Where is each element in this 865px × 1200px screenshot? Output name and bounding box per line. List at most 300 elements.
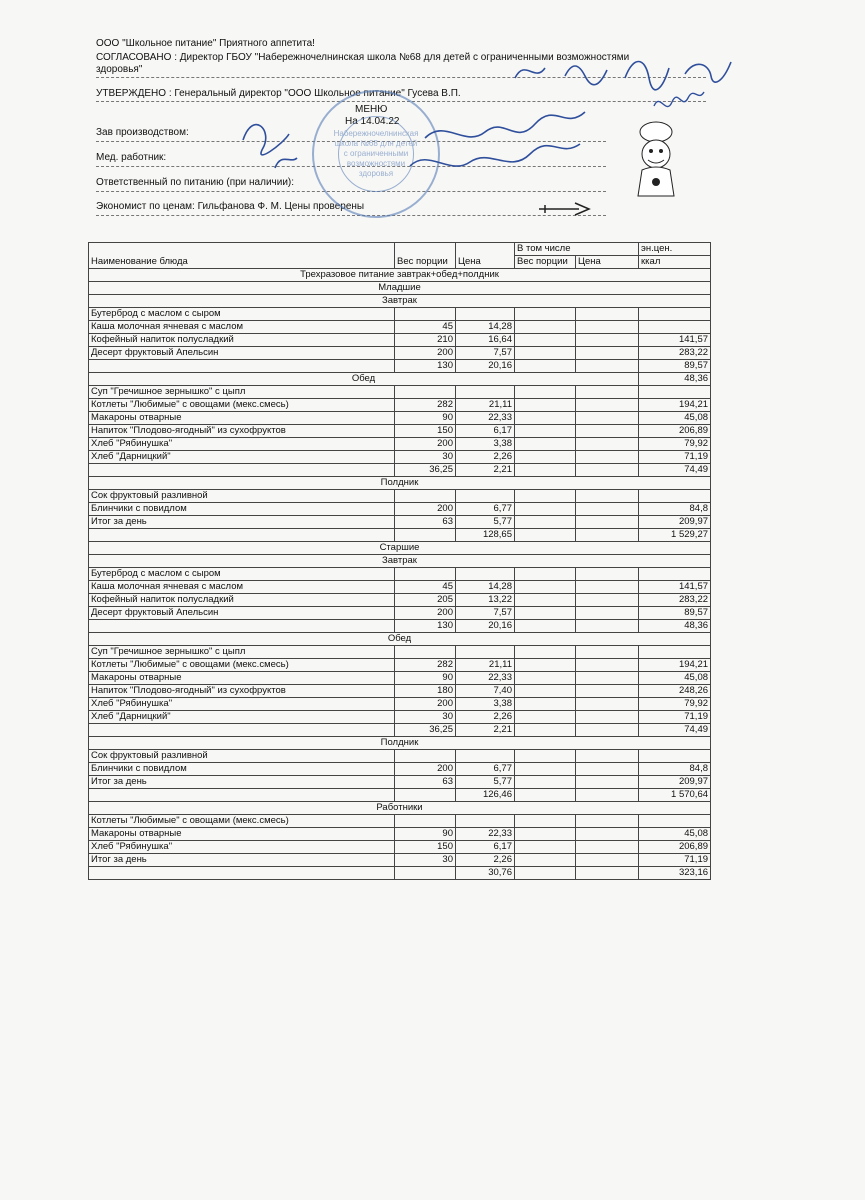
table-row (89, 867, 711, 880)
pen-icon (535, 195, 595, 220)
weight-cell (395, 646, 456, 659)
price-cell: 14,28 (456, 321, 515, 334)
dish-name: Каша молочная ячневая с маслом (89, 321, 395, 334)
table-row (89, 698, 711, 711)
total-label: Итог за день (89, 854, 395, 867)
total-row (89, 516, 711, 529)
dish-name: Бутерброд с маслом с сыром (89, 308, 395, 321)
price-cell: 128,65 (456, 529, 515, 542)
chef-mascot-icon (626, 120, 686, 205)
dish-name (89, 620, 395, 633)
price-cell: 2,21 (456, 464, 515, 477)
menu-table (88, 242, 711, 880)
price-cell: 7,57 (456, 347, 515, 360)
sub-weight-cell (515, 659, 576, 672)
table-row (89, 659, 711, 672)
table-row (89, 620, 711, 633)
sub-price-cell (576, 594, 639, 607)
kcal-cell: 45,08 (639, 672, 711, 685)
dish-name: Кофейный напиток полусладкий (89, 594, 395, 607)
dish-name (89, 867, 395, 880)
sub-weight-cell (515, 386, 576, 399)
kcal-cell (639, 815, 711, 828)
price-cell (456, 815, 515, 828)
dish-name: Макароны отварные (89, 828, 395, 841)
sub-price-cell (576, 789, 639, 802)
dish-name (89, 529, 395, 542)
sub-price-cell (576, 607, 639, 620)
agreed-line: СОГЛАСОВАНО : Директор ГБОУ "Набережночелнинская школа №68 для детей с ограниченными возможностями (96, 52, 630, 63)
weight-cell: 130 (395, 620, 456, 633)
kcal-cell: 1 570,64 (639, 789, 711, 802)
weight-cell (395, 529, 456, 542)
weight-cell: 30 (395, 854, 456, 867)
kcal-cell: 74,49 (639, 724, 711, 737)
table-row (89, 724, 711, 737)
section-row (89, 477, 711, 490)
table-row (89, 815, 711, 828)
sub-weight-cell (515, 399, 576, 412)
kcal-cell (639, 568, 711, 581)
header-row (89, 243, 711, 256)
kcal-cell: 45,08 (639, 412, 711, 425)
price-cell: 126,46 (456, 789, 515, 802)
stamp-text: Набережночелнинская школа №68 для детей с ограниченными возможностями здоровья (338, 116, 414, 192)
weight-cell: 150 (395, 425, 456, 438)
weight-cell: 90 (395, 412, 456, 425)
production-head-label: Зав производством: (96, 127, 189, 138)
dish-name: Сок фруктовый разливной (89, 490, 395, 503)
weight-cell: 200 (395, 438, 456, 451)
kcal-cell: 209,97 (639, 516, 711, 529)
weight-cell: 200 (395, 698, 456, 711)
sub-weight-cell (515, 529, 576, 542)
sub-price-cell (576, 763, 639, 776)
sub-price-cell (576, 386, 639, 399)
kcal-cell: 79,92 (639, 438, 711, 451)
sub-weight-cell (515, 412, 576, 425)
dish-name (89, 360, 395, 373)
general-director-signature (650, 90, 710, 115)
price-cell: 13,22 (456, 594, 515, 607)
price-cell: 2,26 (456, 711, 515, 724)
kcal-cell: 84,8 (639, 503, 711, 516)
company-line: ООО "Школьное питание" Приятного аппетита! (96, 38, 315, 49)
kcal-cell (639, 386, 711, 399)
sub-weight-cell (515, 776, 576, 789)
sub-price-cell (576, 776, 639, 789)
price-cell (456, 386, 515, 399)
sub-price-cell (576, 334, 639, 347)
sub-price-cell (576, 867, 639, 880)
sub-price-cell (576, 568, 639, 581)
section-label: Младшие (89, 282, 711, 295)
kcal-cell (639, 321, 711, 334)
table-row (89, 607, 711, 620)
agreed-line-continued: здоровья" (96, 64, 143, 75)
sub-price-cell (576, 698, 639, 711)
weight-cell: 90 (395, 828, 456, 841)
section-label: Полдник (89, 477, 711, 490)
price-cell: 21,11 (456, 399, 515, 412)
weight-cell (395, 490, 456, 503)
weight-cell (395, 568, 456, 581)
price-cell: 5,77 (456, 776, 515, 789)
price-cell (456, 568, 515, 581)
kcal-cell: 323,16 (639, 867, 711, 880)
kcal-cell: 71,19 (639, 854, 711, 867)
weight-cell: 210 (395, 334, 456, 347)
dish-name (89, 724, 395, 737)
sub-price-cell (576, 451, 639, 464)
kcal-cell: 194,21 (639, 399, 711, 412)
sub-weight-cell (515, 321, 576, 334)
weight-cell: 36,25 (395, 724, 456, 737)
price-cell: 14,28 (456, 581, 515, 594)
sub-weight-cell (515, 854, 576, 867)
kcal-cell: 84,8 (639, 763, 711, 776)
price-cell: 2,26 (456, 854, 515, 867)
title-row (89, 269, 711, 282)
price-cell: 22,33 (456, 672, 515, 685)
weight-cell: 130 (395, 360, 456, 373)
sub-weight-cell (515, 646, 576, 659)
dish-name: Котлеты "Любимые" с овощами (мекс.смесь) (89, 659, 395, 672)
section-label: Завтрак (89, 555, 711, 568)
price-cell (456, 646, 515, 659)
weight-cell: 63 (395, 776, 456, 789)
header-price: Цена (456, 243, 515, 269)
med-worker-label: Мед. работник: (96, 152, 167, 163)
table-row (89, 360, 711, 373)
price-cell (456, 490, 515, 503)
weight-cell: 200 (395, 347, 456, 360)
weight-cell: 45 (395, 321, 456, 334)
section-row (89, 737, 711, 750)
table-row (89, 425, 711, 438)
price-cell: 21,11 (456, 659, 515, 672)
sub-weight-cell (515, 763, 576, 776)
table-row (89, 828, 711, 841)
dish-name: Каша молочная ячневая с маслом (89, 581, 395, 594)
director-signature (505, 48, 745, 93)
price-cell: 22,33 (456, 828, 515, 841)
sub-price-cell (576, 685, 639, 698)
weight-cell: 200 (395, 763, 456, 776)
price-cell: 6,17 (456, 841, 515, 854)
kcal-cell: 209,97 (639, 776, 711, 789)
sub-weight-cell (515, 607, 576, 620)
sub-weight-cell (515, 672, 576, 685)
sub-weight-cell (515, 516, 576, 529)
meal-plan-title: Трехразовое питание завтрак+обед+полдник (89, 269, 711, 282)
price-cell: 6,17 (456, 425, 515, 438)
sub-weight-cell (515, 490, 576, 503)
dish-name: Макароны отварные (89, 672, 395, 685)
table-row (89, 711, 711, 724)
header-sub-price: Цена (576, 256, 639, 269)
weight-cell: 63 (395, 516, 456, 529)
table-row (89, 490, 711, 503)
price-cell: 7,40 (456, 685, 515, 698)
table-row (89, 594, 711, 607)
header-name: Наименование блюда (89, 243, 395, 269)
section-row (89, 542, 711, 555)
price-cell: 2,26 (456, 451, 515, 464)
dish-name: Десерт фруктовый Апельсин (89, 347, 395, 360)
section-label: Полдник (89, 737, 711, 750)
price-cell (456, 750, 515, 763)
weight-cell: 200 (395, 503, 456, 516)
kcal-cell: 71,19 (639, 451, 711, 464)
sub-price-cell (576, 711, 639, 724)
sub-price-cell (576, 815, 639, 828)
kcal-cell (639, 490, 711, 503)
weight-cell: 150 (395, 841, 456, 854)
total-row (89, 854, 711, 867)
weight-cell: 90 (395, 672, 456, 685)
table-row (89, 581, 711, 594)
kcal-cell: 74,49 (639, 464, 711, 477)
total-row (89, 776, 711, 789)
header-including: В том числе (515, 243, 639, 256)
table-row (89, 789, 711, 802)
dish-name (89, 464, 395, 477)
sub-price-cell (576, 581, 639, 594)
dish-name: Хлеб "Рябинушка" (89, 698, 395, 711)
sub-weight-cell (515, 581, 576, 594)
production-signature (235, 108, 625, 183)
sub-weight-cell (515, 464, 576, 477)
section-row (89, 282, 711, 295)
weight-cell: 45 (395, 581, 456, 594)
table-row (89, 568, 711, 581)
dish-name: Бутерброд с маслом с сыром (89, 568, 395, 581)
kcal-cell (639, 750, 711, 763)
table-row (89, 464, 711, 477)
price-cell: 16,64 (456, 334, 515, 347)
kcal-cell: 48,36 (639, 373, 711, 386)
kcal-cell: 141,57 (639, 334, 711, 347)
kcal-cell: 283,22 (639, 347, 711, 360)
kcal-cell: 89,57 (639, 360, 711, 373)
sub-price-cell (576, 828, 639, 841)
sub-price-cell (576, 659, 639, 672)
weight-cell (395, 789, 456, 802)
weight-cell: 200 (395, 607, 456, 620)
section-row (89, 633, 711, 646)
table-row (89, 672, 711, 685)
sub-price-cell (576, 399, 639, 412)
table-row (89, 334, 711, 347)
sub-weight-cell (515, 308, 576, 321)
sub-price-cell (576, 308, 639, 321)
sub-weight-cell (515, 828, 576, 841)
section-label: Завтрак (89, 295, 711, 308)
dish-name: Хлеб "Рябинушка" (89, 438, 395, 451)
sub-weight-cell (515, 503, 576, 516)
economist-label: Экономист по ценам: Гильфанова Ф. М. Цены проверены (96, 201, 365, 212)
table-row (89, 438, 711, 451)
dish-name: Блинчики с повидлом (89, 763, 395, 776)
sub-weight-cell (515, 711, 576, 724)
weight-cell (395, 750, 456, 763)
sub-price-cell (576, 724, 639, 737)
price-cell: 3,38 (456, 438, 515, 451)
price-cell (456, 308, 515, 321)
weight-cell: 282 (395, 659, 456, 672)
sub-price-cell (576, 360, 639, 373)
weight-cell: 36,25 (395, 464, 456, 477)
sub-price-cell (576, 750, 639, 763)
section-label: Обед (89, 373, 639, 386)
kcal-cell: 248,26 (639, 685, 711, 698)
dish-name: Хлеб "Дарницкий" (89, 451, 395, 464)
kcal-cell: 79,92 (639, 698, 711, 711)
dish-name: Суп "Гречишное зернышко" с цыпл (89, 386, 395, 399)
menu-date: На 14.04.22 (345, 116, 400, 127)
sub-price-cell (576, 503, 639, 516)
sub-price-cell (576, 464, 639, 477)
sub-price-cell (576, 438, 639, 451)
sub-weight-cell (515, 750, 576, 763)
kcal-cell: 71,19 (639, 711, 711, 724)
dish-name: Десерт фруктовый Апельсин (89, 607, 395, 620)
kcal-cell: 1 529,27 (639, 529, 711, 542)
section-row (89, 802, 711, 815)
dish-name: Суп "Гречишное зернышко" с цыпл (89, 646, 395, 659)
table-row (89, 399, 711, 412)
table-row (89, 308, 711, 321)
sub-weight-cell (515, 724, 576, 737)
sub-weight-cell (515, 425, 576, 438)
price-cell: 5,77 (456, 516, 515, 529)
table-row (89, 503, 711, 516)
table-row (89, 763, 711, 776)
dish-name: Котлеты "Любимые" с овощами (мекс.смесь) (89, 399, 395, 412)
price-cell: 20,16 (456, 360, 515, 373)
kcal-cell: 206,89 (639, 841, 711, 854)
sub-price-cell (576, 646, 639, 659)
sub-price-cell (576, 425, 639, 438)
dish-name: Хлеб "Рябинушка" (89, 841, 395, 854)
sub-price-cell (576, 490, 639, 503)
weight-cell (395, 308, 456, 321)
price-cell: 6,77 (456, 503, 515, 516)
kcal-cell (639, 308, 711, 321)
sub-price-cell (576, 516, 639, 529)
sub-weight-cell (515, 334, 576, 347)
dish-name: Хлеб "Дарницкий" (89, 711, 395, 724)
weight-cell: 30 (395, 451, 456, 464)
kcal-cell: 89,57 (639, 607, 711, 620)
kcal-cell: 283,22 (639, 594, 711, 607)
price-cell: 20,16 (456, 620, 515, 633)
price-cell: 6,77 (456, 763, 515, 776)
sub-weight-cell (515, 451, 576, 464)
table-row (89, 750, 711, 763)
divider (96, 215, 606, 216)
sub-weight-cell (515, 867, 576, 880)
sub-weight-cell (515, 347, 576, 360)
menu-title: МЕНЮ (355, 104, 388, 115)
total-label: Итог за день (89, 516, 395, 529)
table-row (89, 347, 711, 360)
dish-name: Котлеты "Любимые" с овощами (мекс.смесь) (89, 815, 395, 828)
weight-cell (395, 386, 456, 399)
sub-price-cell (576, 321, 639, 334)
weight-cell: 282 (395, 399, 456, 412)
section-label: Работники (89, 802, 711, 815)
sub-weight-cell (515, 698, 576, 711)
kcal-cell: 194,21 (639, 659, 711, 672)
sub-weight-cell (515, 438, 576, 451)
table-row (89, 321, 711, 334)
section-label: Старшие (89, 542, 711, 555)
weight-cell: 205 (395, 594, 456, 607)
total-label: Итог за день (89, 776, 395, 789)
sub-price-cell (576, 620, 639, 633)
sub-price-cell (576, 529, 639, 542)
sub-weight-cell (515, 841, 576, 854)
weight-cell (395, 867, 456, 880)
kcal-cell: 48,36 (639, 620, 711, 633)
sub-weight-cell (515, 789, 576, 802)
nutrition-responsible-label: Ответственный по питанию (при наличии): (96, 177, 295, 188)
table-row (89, 841, 711, 854)
weight-cell (395, 815, 456, 828)
table-row (89, 451, 711, 464)
table-row (89, 646, 711, 659)
section-label: Обед (89, 633, 711, 646)
dish-name: Блинчики с повидлом (89, 503, 395, 516)
menu-table-body (89, 243, 711, 880)
kcal-cell: 206,89 (639, 425, 711, 438)
dish-name: Напиток "Плодово-ягодный" из сухофруктов (89, 685, 395, 698)
dish-name: Кофейный напиток полусладкий (89, 334, 395, 347)
section-row (89, 555, 711, 568)
price-cell: 30,76 (456, 867, 515, 880)
sub-weight-cell (515, 620, 576, 633)
table-row (89, 529, 711, 542)
dish-name: Сок фруктовый разливной (89, 750, 395, 763)
sub-weight-cell (515, 685, 576, 698)
header-energy-unit: ккал (639, 256, 711, 269)
approved-line: УТВЕРЖДЕНО : Генеральный директор "ООО Школьное питание" Гусева В.П. (96, 88, 461, 99)
sub-weight-cell (515, 360, 576, 373)
price-cell: 3,38 (456, 698, 515, 711)
weight-cell: 180 (395, 685, 456, 698)
table-row (89, 685, 711, 698)
sub-weight-cell (515, 594, 576, 607)
sub-price-cell (576, 412, 639, 425)
section-row (89, 295, 711, 308)
weight-cell: 30 (395, 711, 456, 724)
sub-price-cell (576, 841, 639, 854)
header-sub-portion: Вес порции (515, 256, 576, 269)
sub-price-cell (576, 672, 639, 685)
dish-name: Напиток "Плодово-ягодный" из сухофруктов (89, 425, 395, 438)
dish-name: Макароны отварные (89, 412, 395, 425)
price-cell: 22,33 (456, 412, 515, 425)
sub-price-cell (576, 347, 639, 360)
sub-weight-cell (515, 815, 576, 828)
sub-price-cell (576, 854, 639, 867)
price-cell: 2,21 (456, 724, 515, 737)
header-portion: Вес порции (395, 243, 456, 269)
section-row (89, 373, 711, 386)
table-row (89, 386, 711, 399)
